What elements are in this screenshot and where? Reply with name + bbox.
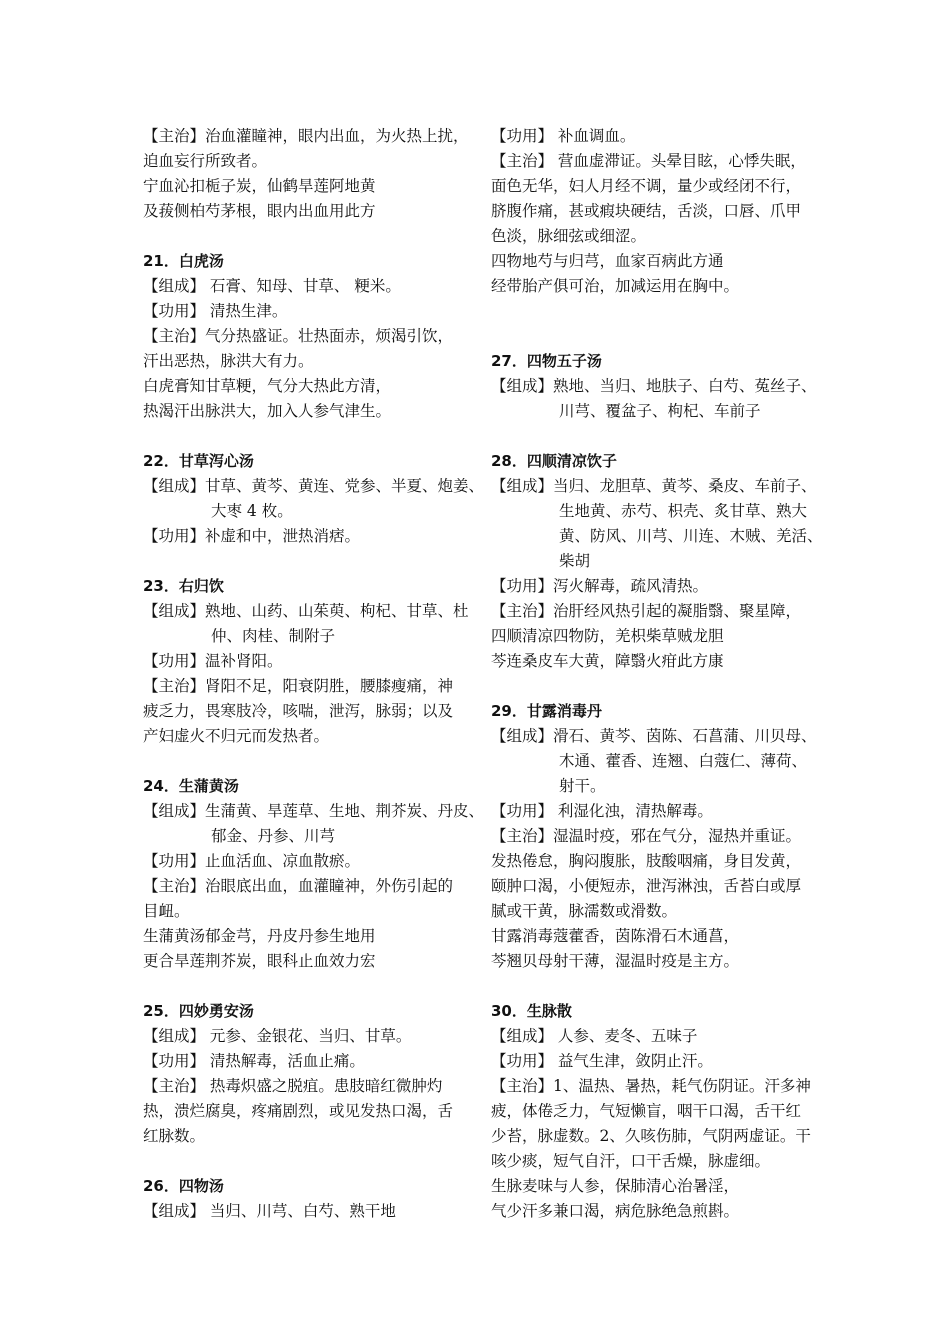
text-line: 【主治】气分热盛证。壮热面赤，烦渴引饮， — [143, 327, 454, 345]
text-line: 热渴汗出脉洪大，加入人参气津生。 — [143, 402, 392, 420]
blank-line — [491, 974, 821, 999]
blank-line — [491, 424, 821, 449]
text-line: 生脉麦味与人参，保肺清心治暑淫， — [491, 1177, 740, 1195]
section-title: 27．四物五子汤 — [491, 352, 602, 370]
text-line: 疲乏力，畏寒肢冷，咳喘，泄泻，脉弱；以及 — [143, 702, 454, 720]
text-line: 芩连桑皮车大黄，障翳火疳此方康 — [491, 652, 724, 670]
text-line: 【功用】 利湿化浊，清热解毒。 — [491, 802, 713, 820]
text-line: 芩翘贝母射干薄，湿温时疫是主方。 — [491, 952, 740, 970]
blank-line — [143, 549, 473, 574]
text-line: 【主治】湿温时疫，邪在气分，湿热并重证。 — [491, 827, 802, 845]
text-line: 产妇虚火不归元而发热者。 — [143, 727, 330, 745]
text-line: 【功用】止血活血、凉血散瘀。 — [143, 852, 361, 870]
text-line: 【组成】 元参、金银花、当归、甘草。 — [143, 1027, 412, 1045]
text-line: 【组成】 石膏、知母、甘草、 粳米。 — [143, 277, 401, 295]
text-line: 疲，体倦乏力，气短懒盲，咽干口渴，舌干红 — [491, 1102, 802, 1120]
text-line: 及菝侧柏芍茅根，眼内出血用此方 — [143, 202, 376, 220]
text-line: 宁血沁扣栀子炭，仙鹤旱莲阿地黄 — [143, 177, 376, 195]
blank-line — [491, 674, 821, 699]
text-line: 川芎、覆盆子、枸杞、车前子 — [559, 402, 761, 420]
text-line: 【组成】 当归、川芎、白芍、熟干地 — [143, 1202, 396, 1220]
text-line: 【组成】 人参、麦冬、五味子 — [491, 1027, 698, 1045]
section-title: 22．甘草泻心汤 — [143, 452, 254, 470]
right-column — [491, 124, 821, 1224]
text-line: 大枣 4 枚。 — [211, 502, 293, 520]
text-line: 【主治】治血灌瞳神，眼内出血，为火热上扰， — [143, 127, 469, 145]
text-line: 汗出恶热，脉洪大有力。 — [143, 352, 314, 370]
text-line: 腻或干黄，脉濡数或滑数。 — [491, 902, 678, 920]
text-line: 甘露消毒蔻藿香，茵陈滑石木通菖， — [491, 927, 740, 945]
text-line: 仲、肉桂、制附子 — [211, 627, 336, 645]
section-title: 21．白虎汤 — [143, 252, 224, 270]
text-line: 【组成】甘草、黄芩、黄连、党参、半夏、炮姜、 — [143, 477, 485, 495]
text-line: 射干。 — [559, 777, 606, 795]
text-line: 面色无华，妇人月经不调，量少或经闭不行， — [491, 177, 802, 195]
section-title: 25．四妙勇安汤 — [143, 1002, 254, 1020]
text-line: 红脉数。 — [143, 1127, 206, 1145]
section-title: 26．四物汤 — [143, 1177, 224, 1195]
text-line: 黄、防风、川芎、川连、木贼、羌活、 — [559, 527, 823, 545]
text-line: 气少汗多兼口渴，病危脉绝急煎斟。 — [491, 1202, 740, 1220]
text-line: 【主治】肾阳不足，阳衰阴胜，腰膝瘦痛，神 — [143, 677, 454, 695]
text-line: 【组成】熟地、当归、地肤子、白芍、菟丝子、 — [491, 377, 817, 395]
text-line: 四物地芍与归芎，血家百病此方通 — [491, 252, 724, 270]
text-line: 【组成】滑石、黄芩、茵陈、石菖蒲、川贝母、 — [491, 727, 817, 745]
text-line: 发热倦怠，胸闷腹胀，肢酸咽痛，身目发黄， — [491, 852, 802, 870]
text-line: 迫血妄行所致者。 — [143, 152, 268, 170]
text-line: 生蒲黄汤郁金芎，丹皮丹参生地用 — [143, 927, 376, 945]
blank-line — [491, 299, 821, 324]
text-line: 脐腹作痛，甚或瘕块硬结，舌淡，口唇、爪甲 — [491, 202, 802, 220]
text-line: 【功用】 益气生津，敛阴止汗。 — [491, 1052, 713, 1070]
text-line: 目衄。 — [143, 902, 190, 920]
section-title: 23．右归饮 — [143, 577, 224, 595]
text-line: 【主治】 热毒炽盛之脱疽。患肢暗红微肿灼 — [143, 1077, 443, 1095]
text-line: 郁金、丹参、川芎 — [211, 827, 336, 845]
text-line: 经带胎产俱可治，加减运用在胸中。 — [491, 277, 740, 295]
blank-line — [143, 749, 473, 774]
text-line: 生地黄、赤芍、枳壳、炙甘草、熟大 — [559, 502, 808, 520]
text-line: 热，溃烂腐臭，疼痛剧烈，或见发热口渴，舌 — [143, 1102, 454, 1120]
text-line: 四顺清凉四物防，羌枳柴草贼龙胆 — [491, 627, 724, 645]
text-line: 【组成】当归、龙胆草、黄芩、桑皮、车前子、 — [491, 477, 817, 495]
text-line: 【主治】 营血虚滞证。头晕目眩，心悸失眠， — [491, 152, 806, 170]
text-line: 木通、藿香、连翘、白蔻仁、薄荷、 — [559, 752, 808, 770]
blank-line — [143, 424, 473, 449]
text-line: 【功用】温补肾阳。 — [143, 652, 283, 670]
text-line: 【组成】生蒲黄、旱莲草、生地、荆芥炭、丹皮、 — [143, 802, 485, 820]
text-line: 【功用】 补血调血。 — [491, 127, 636, 145]
text-line: 【功用】 清热解毒，活血止痛。 — [143, 1052, 365, 1070]
text-line: 咳少痰，短气自汗，口干舌燥，脉虚细。 — [491, 1152, 771, 1170]
section-title: 29．甘露消毒丹 — [491, 702, 602, 720]
text-line: 颐肿口渴，小便短赤，泄泻淋浊，舌苔白或厚 — [491, 877, 802, 895]
section-title: 28．四顺清凉饮子 — [491, 452, 617, 470]
left-column — [143, 124, 485, 1224]
text-line: 更合旱莲荆芥炭，眼科止血效力宏 — [143, 952, 376, 970]
text-line: 【功用】泻火解毒，疏风清热。 — [491, 577, 709, 595]
blank-line — [143, 224, 473, 249]
text-line: 柴胡 — [559, 552, 591, 570]
blank-line — [143, 974, 473, 999]
text-line: 少苔，脉虚数。2、久咳伤肺，气阴两虚证。干 — [491, 1127, 811, 1145]
blank-line — [491, 324, 821, 349]
text-line: 【主治】治眼底出血，血灌瞳神，外伤引起的 — [143, 877, 454, 895]
section-title: 30．生脉散 — [491, 1002, 572, 1020]
text-line: 【主治】1、温热、暑热，耗气伤阴证。汗多神 — [491, 1077, 811, 1095]
blank-line — [143, 1149, 473, 1174]
section-title: 24．生蒲黄汤 — [143, 777, 239, 795]
text-line: 【功用】 清热生津。 — [143, 302, 288, 320]
text-line: 白虎膏知甘草粳，气分大热此方清， — [143, 377, 392, 395]
text-line: 【主治】治肝经风热引起的凝脂翳、聚星障， — [491, 602, 802, 620]
text-line: 【功用】补虚和中，泄热消痞。 — [143, 527, 361, 545]
text-line: 色淡，脉细弦或细涩。 — [491, 227, 647, 245]
text-line: 【组成】熟地、山药、山茱萸、枸杞、甘草、杜 — [143, 602, 469, 620]
